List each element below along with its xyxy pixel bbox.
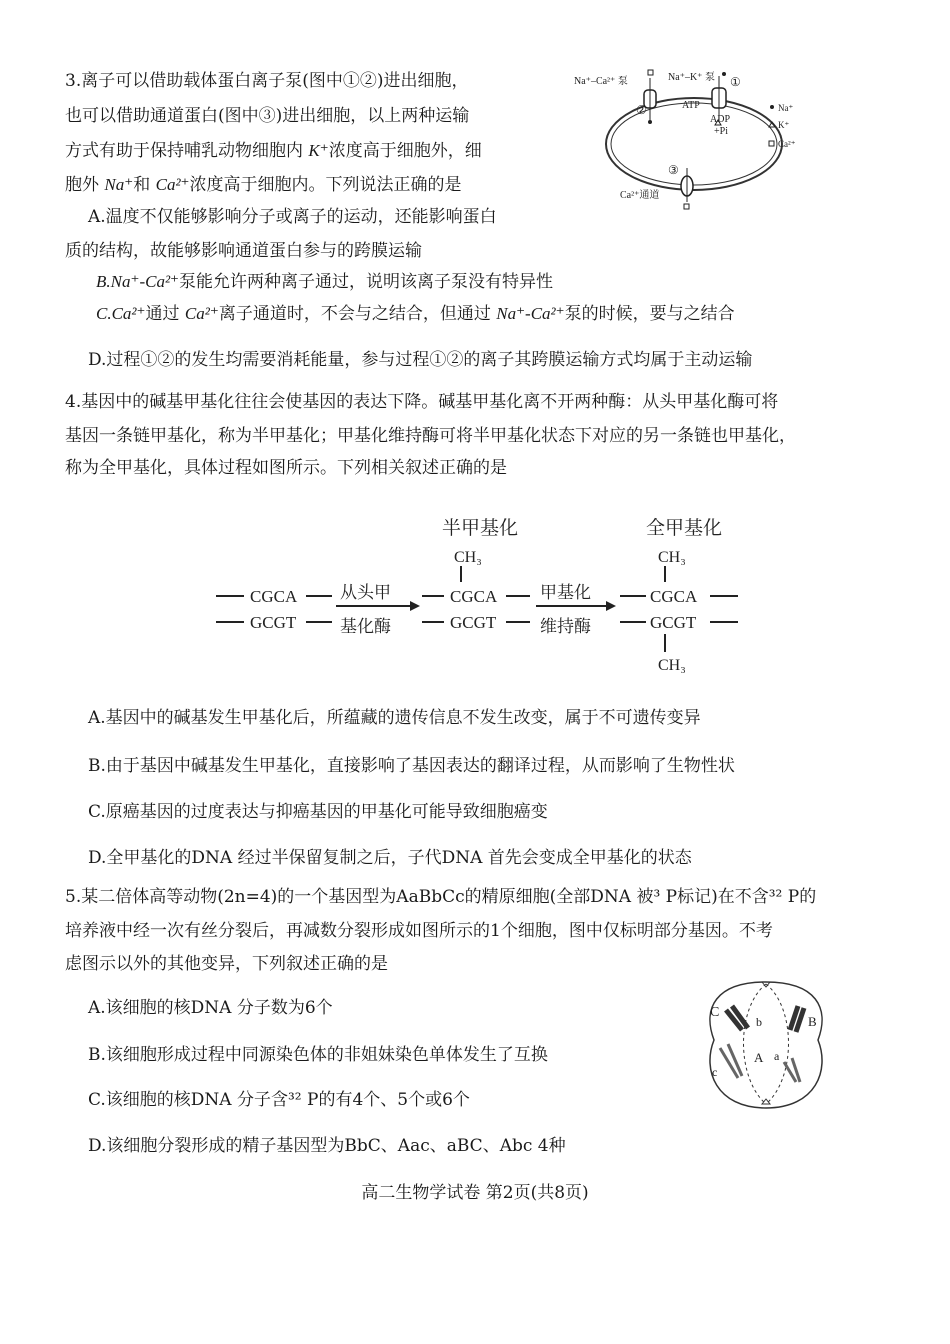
q4-option-a: A.基因中的碱基发生甲基化后，所蕴藏的遗传信息不发生改变，属于不可遗传变异 [88, 708, 701, 728]
gene-A: A [754, 1050, 764, 1065]
strand-top-1: CGCA [250, 587, 298, 606]
gene-C: C [710, 1005, 720, 1020]
q3-option-a-line-2: 质的结构，故能够影响通道蛋白参与的跨膜运输 [65, 241, 422, 261]
ch3-full-bottom: CH₃ [658, 657, 686, 674]
q3-option-c-text: 泵的时候，要与之结合 [564, 304, 735, 324]
q3-option-a-line-1: A.温度不仅能够影响分子或离子的运动，还能影响蛋白 [88, 207, 497, 227]
gene-b: b [756, 1015, 762, 1029]
strand-bottom-2: GCGT [450, 613, 497, 632]
fig-atp: ATP [682, 100, 700, 111]
fig-adp: ADP [710, 114, 731, 125]
fig-num-3: ③ [668, 163, 679, 177]
strand-top-3: CGCA [650, 587, 698, 606]
option-label: C. [96, 304, 112, 323]
q3-option-d: D.过程①②的发生均需要消耗能量，参与过程①②的离子其跨膜运输方式均属于主动运输 [88, 350, 753, 370]
fig-pi: +Pi [714, 126, 728, 137]
legend-ca: Ca²⁺ [778, 139, 796, 149]
q3-option-b-text: 泵能允许两种离子通过，说明该离子泵没有特异性 [179, 272, 554, 292]
q3-stem-line-1: 3.离子可以借助载体蛋白离子泵(图中①②)进出细胞， [65, 71, 469, 91]
page-footer: 高二生物学试卷 第2页(共8页) [361, 1183, 589, 1203]
q5-stem-line-1: 5.某二倍体高等动物(2n=4)的一个基因型为AaBbCc的精原细胞(全部DNA 被³ P标记)在不含³² P的 [65, 887, 817, 907]
q4-stem-line-2: 基因一条链甲基化，称为半甲基化；甲基化维持酶可将半甲基化状态下对应的另一条链也甲基化， [65, 426, 796, 446]
q3-option-c-text: 通过 [145, 304, 180, 324]
q4-methylation-figure [210, 510, 750, 680]
ion-na-ca: Na⁺-Ca²⁺ [496, 304, 565, 323]
fig-ca-channel: Ca²⁺通道 [620, 190, 660, 201]
q3-stem-text: 胞外 [65, 175, 99, 195]
option-label: B. [96, 272, 111, 291]
q3-stem-line-2: 也可以借助通道蛋白(图中③)进出细胞，以上两种运输 [65, 106, 470, 126]
enzyme-1-bottom: 基化酶 [340, 617, 391, 636]
q3-stem-text: 浓度高于细胞外，细 [328, 141, 482, 161]
q3-option-b [96, 271, 553, 293]
gene-B: B [808, 1014, 817, 1029]
q5-option-c: C.该细胞的核DNA 分子含³² P的有4个、5个或6个 [88, 1090, 470, 1110]
cell-membrane [606, 98, 782, 190]
fig-label-na-ca-pump: Na⁺–Ca²⁺ 泵 [574, 76, 628, 87]
q3-option-c [96, 303, 735, 325]
q5-option-a: A.该细胞的核DNA 分子数为6个 [88, 998, 333, 1018]
q4-stem-line-1: 4.基因中的碱基甲基化往往会使基因的表达下降。碱基甲基化离不开两种酶：从头甲基化酶可将 [65, 392, 779, 412]
ion-ca: Ca²⁺ [184, 304, 219, 323]
enzyme-2-top: 甲基化 [540, 583, 591, 602]
q5-stem-line-3: 虑图示以外的其他变异，下列叙述正确的是 [65, 954, 388, 974]
q5-cell-figure [696, 978, 836, 1112]
fig-num-2: ② [636, 103, 647, 117]
ion-na-ca: Na⁺-Ca²⁺ [110, 272, 180, 291]
q3-membrane-figure [572, 64, 812, 214]
fig-num-1: ① [730, 75, 741, 89]
q3-stem-text: 方式有助于保持哺乳动物细胞内 [65, 141, 303, 161]
q3-stem-text: 和 [133, 175, 151, 195]
legend-k: K⁺ [778, 120, 790, 130]
strand-bottom-3: GCGT [650, 613, 697, 632]
strand-bottom-1: GCGT [250, 613, 297, 632]
q4-option-d: D.全甲基化的DNA 经过半保留复制之后，子代DNA 首先会变成全甲基化的状态 [88, 848, 692, 868]
q4-option-c: C.原癌基因的过度表达与抑癌基因的甲基化可能导致细胞癌变 [88, 802, 548, 822]
q4-stem-line-3: 称为全甲基化，具体过程如图所示。下列相关叙述正确的是 [65, 458, 507, 478]
fig-half-methyl: 半甲基化 [442, 518, 519, 539]
legend-na: Na⁺ [778, 103, 794, 113]
q5-stem-line-2: 培养液中经一次有丝分裂后，再减数分裂形成如图所示的1个细胞，图中仅标明部分基因。不考 [65, 921, 773, 941]
q3-option-c-text: 离子通道时，不会与之结合，但通过 [218, 304, 491, 324]
gene-c: c [712, 1065, 718, 1079]
ion-k: K⁺ [308, 141, 329, 160]
q5-option-d: D.该细胞分裂形成的精子基因型为BbC、Aac、aBC、Abc 4种 [88, 1136, 566, 1156]
ch3-half: CH₃ [454, 549, 482, 566]
gene-a: a [774, 1049, 780, 1063]
fig-full-methyl: 全甲基化 [646, 518, 723, 539]
ion-ca: Ca²⁺ [111, 304, 146, 323]
enzyme-2-bottom: 维持酶 [540, 617, 591, 636]
ion-ca: Ca²⁺ [155, 175, 190, 194]
ion-na: Na⁺ [104, 175, 134, 194]
cell-outline [710, 982, 822, 1108]
fig-label-na-k-pump: Na⁺–K⁺ 泵 [668, 72, 715, 83]
q3-stem-text: 浓度高于细胞内。下列说法正确的是 [189, 175, 462, 195]
strand-top-2: CGCA [450, 587, 498, 606]
q5-option-b: B.该细胞形成过程中同源染色体的非姐妹染色单体发生了互换 [88, 1045, 548, 1065]
q4-option-b: B.由于基因中碱基发生甲基化，直接影响了基因表达的翻译过程，从而影响了生物性状 [88, 756, 735, 776]
q3-stem-line-3 [65, 140, 482, 162]
q3-stem-line-4 [65, 174, 462, 196]
ch3-full-top: CH₃ [658, 549, 686, 566]
enzyme-1-top: 从头甲 [340, 583, 391, 602]
